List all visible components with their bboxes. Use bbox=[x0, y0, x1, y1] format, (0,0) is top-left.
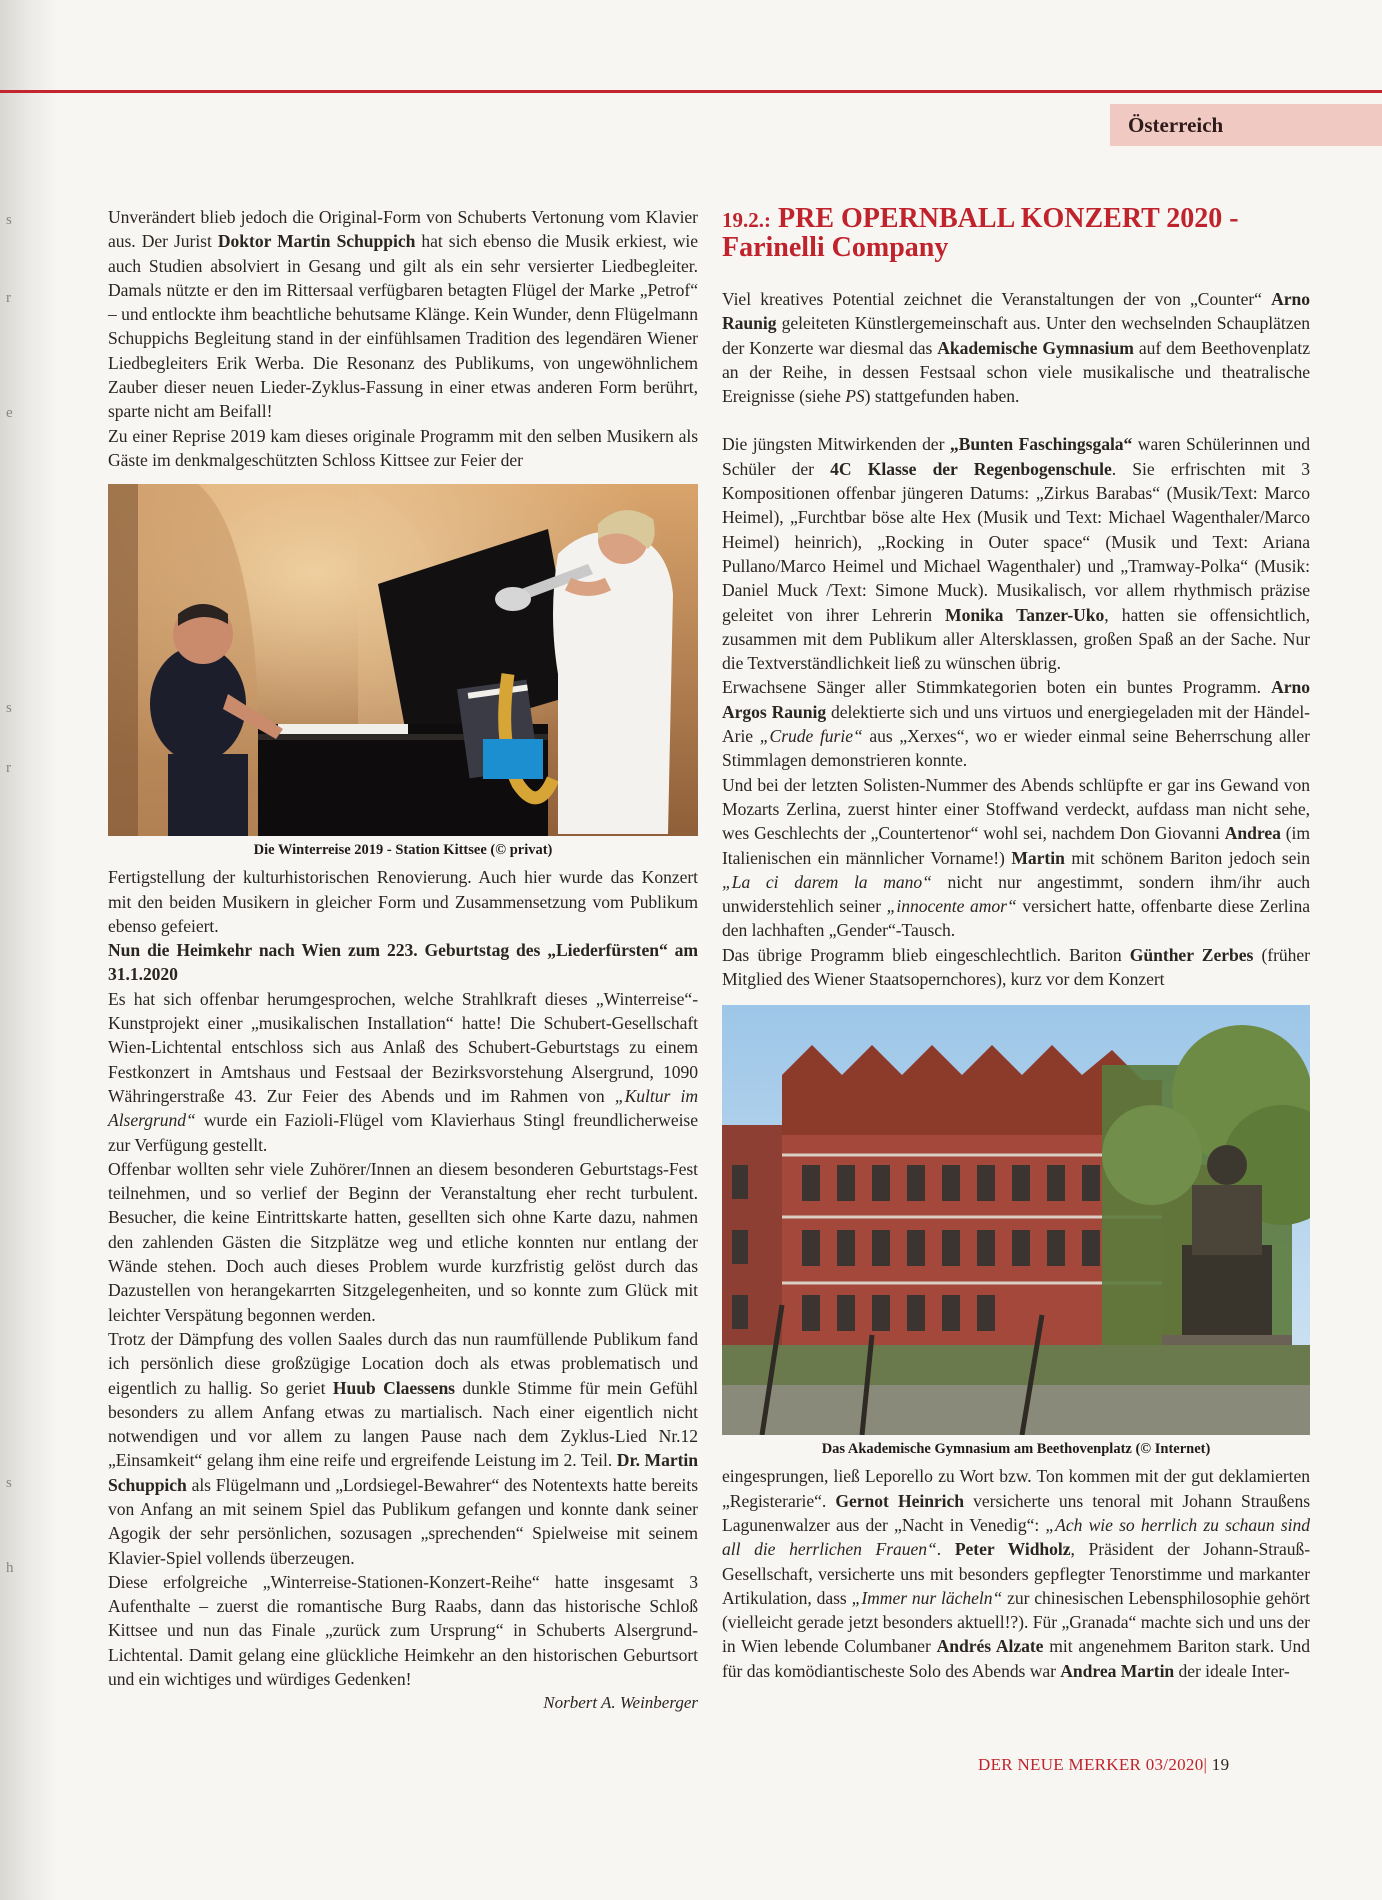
left-column bbox=[108, 205, 698, 1713]
text-italic: „La ci darem la mano“ bbox=[722, 871, 932, 892]
text: delektierte sich und uns virtuos und energiegeladen mit der Händel-Arie bbox=[722, 701, 1310, 747]
photo-caption: Das Akademische Gymnasium am Beethovenplatz (© Internet) bbox=[821, 1441, 1211, 1458]
text: Trotz der Dämpfung des vollen Saales durch das nun raumfüllende Publikum fand ich persönlich diese großzügige Location doch als etwas problematisch und eigentlich zu hallig. So geriet bbox=[108, 1328, 698, 1398]
text-italic: „innocente amor“ bbox=[886, 896, 1017, 917]
section-label: Österreich bbox=[1110, 104, 1382, 146]
text: als Flügelmann und „Lordsiegel-Bewahrer“ des Notentexts hatte bereits von Anfang an mit seinem Spiel das Publikum gefangen und konnte dank seiner Agogik der sehr persönlichen, sozusagen „sprechenden“ Spielweise mit seinem Klavier-Spiel vollends überzeugen. bbox=[108, 1474, 698, 1568]
paragraph bbox=[722, 943, 1310, 992]
paragraph: Zu einer Reprise 2019 kam dieses originale Programm mit den selben Musikern als Gäste im denkmalgeschützten Schloss Kittsee zur Feier der bbox=[108, 425, 698, 470]
name-bold: Doktor Martin Schuppich bbox=[217, 231, 416, 252]
text-italic: „Immer nur lächeln“ bbox=[851, 1587, 1003, 1608]
text: ) stattgefunden haben. bbox=[864, 386, 1020, 407]
name-bold: Huub Claessens bbox=[332, 1377, 455, 1398]
text: Und bei der letzten Solisten-Nummer des Abends schlüpfte er gar ins Gewand von Mozarts Zerlina, zuerst hinter einer Stoffwand verdeckt, aufdass man nicht sehe, wes Geschlechts der „Countertenor“ wohl sei, nachdem Don Giovanni bbox=[722, 774, 1310, 844]
text-italic: „Crude furie“ bbox=[759, 726, 863, 747]
text-italic: „Ach wie so herrlich zu schaun sind all die herrlichen Frauen“ bbox=[722, 1514, 1310, 1560]
name-bold: „Bunten Faschingsgala“ bbox=[949, 434, 1133, 455]
text: mit schönem Bariton jedoch sein bbox=[1064, 847, 1310, 868]
paragraph bbox=[722, 432, 1310, 675]
concert-photo-image bbox=[108, 484, 698, 836]
gutter-glyph: r bbox=[6, 760, 11, 776]
paragraph bbox=[108, 987, 698, 1157]
text: . bbox=[936, 1539, 955, 1560]
paragraph bbox=[722, 287, 1310, 408]
text: versichert hatte, offenbarte diese Zerlina den lachhaften „Gender“-Tausch. bbox=[722, 896, 1310, 941]
paragraph: Offenbar wollten sehr viele Zuhörer/Innen an diesem besonderen Geburtstags-Fest teilnehmen, und so verlief der Beginn der Veranstaltung eher recht turbulent. Besucher, die keine Eintrittskarte hatten, gesellten sich ohne Karte dazu, nahmen den zahlenden Gästen die Sitzplätze weg und etliche konnten nur entlang der Wände stehen. Doch auch dieses Problem wurde kurzfristig gelöst durch das Dazustellen von herangekarrten Sitzgelegenheiten, und so konnte zum Glück mit leichter Verspätung begonnen werden. bbox=[108, 1158, 698, 1325]
headline-title: PRE OPERNBALL KONZERT 2020 - Farinelli Company bbox=[722, 203, 1239, 263]
text: dunkle Stimme für mein Gefühl besonders zu allem Anfang etwas zu martialisch. Nach einer eigentlich nicht notwendigen und vor allem zu langen Pause nach dem Zyklus-Lied Nr.12 „Einsamkeit“ gelang ihm eine reife und ergreifende Leistung im 2. Teil. bbox=[108, 1377, 699, 1471]
text: aus „Xerxes“, wo er wieder einmal seine Beherrschung aller Stimmlagen demonstrieren konnte. bbox=[722, 726, 1310, 771]
text: . Sie erfrischten mit 3 Kompositionen offenbar jüngeren Datums: „Zirkus Barabas“ (Musik/Text: Marco Heimel), „Furchtbar böse alte Hex (Musik und Text: Michael Wagenthaler/Marco Heimel) heinrich), „Rocking in Outer space“ (Musik und Text: Ariana Pullano/Marco Heimel und Michael Wagenthaler) und „Tramway-Polka“ (Musik: Daniel Muck /Text: Simone Muck). Musikalisch, vor allem rhythmisch präzise geleitet von ihrer Lehrerin bbox=[722, 458, 1310, 625]
page-number: 19 bbox=[1207, 1755, 1230, 1774]
text: Unverändert blieb jedoch die Original-Form von Schuberts Vertonung vom Klavier aus. Der Jurist bbox=[108, 207, 698, 252]
name-bold: Dr. Martin Schuppich bbox=[108, 1450, 698, 1495]
text: (im Italienischen ein männlicher Vorname!) bbox=[722, 823, 1310, 868]
text: geleiteten Künstlergemeinschaft aus. Unter den wechselnden Schauplätzen der Konzerte war diesmal das bbox=[722, 313, 1310, 358]
text: (früher Mitglied des Wiener Staatsopernchores), kurz vor dem Konzert bbox=[722, 944, 1310, 990]
gutter-glyph: r bbox=[6, 290, 11, 306]
text: , Präsident der Johann-Strauß-Gesellschaft, versicherte uns mit besonders gepflegter Tenorstimme und markanter Artikulation, dass bbox=[722, 1539, 1311, 1608]
article-headline bbox=[722, 205, 1310, 261]
text: wurde ein Fazioli-Flügel vom Klavierhaus Stingl freundlicherweise zur Verfügung gestellt. bbox=[108, 1110, 698, 1155]
text: waren Schülerinnen und Schüler der bbox=[722, 434, 1310, 479]
gutter-glyph: s bbox=[6, 212, 12, 228]
text-italic: „Kultur im Alsergrund“ bbox=[108, 1085, 699, 1131]
gutter-glyph: s bbox=[6, 700, 12, 716]
name-bold: Monika Tanzer-Uko bbox=[945, 604, 1105, 625]
name-bold: Andrea bbox=[1224, 823, 1281, 844]
paragraph: Fertigstellung der kulturhistorischen Renovierung. Auch hier wurde das Konzert mit den beiden Musikern in gleicher Form und Zusammensetzung vom Publikum ebenso gefeiert. bbox=[108, 867, 698, 936]
text-italic: PS bbox=[845, 386, 865, 407]
text: versicherte uns tenoral mit Johann Straußens Lagunenwalzer aus der „Nacht in Venedig“: bbox=[722, 1490, 1310, 1535]
paragraph bbox=[722, 773, 1310, 943]
magazine-issue: DER NEUE MERKER 03/2020| bbox=[978, 1755, 1208, 1774]
text: eingesprungen, ließ Leporello zu Wort bzw. Ton kommen mit der gut deklamierten „Registerarie“. bbox=[722, 1466, 1310, 1511]
text: hat sich ebenso die Musik erkiest, wie auch Studien absolviert in Gesang und gilt als ein sehr versierter Liedbegleiter. Damals nützte er den im Rittersaal verfügbaren betagten Flügel der Marke „Petrof“ – und entlockte ihm beachtliche behutsame Klänge. Kein Wunder, denn Flügelmann Schuppichs Begleitung stand in der einfühlsamen Tradition des legendären Wiener Liedbegleiters Erik Werba. Die Resonanz des Publikums, von ungewöhnlichem Zauber dieser neuen Lieder-Zyklus-Fassung in einer etwas anderen Form berührt, sparte nicht am Beifall! bbox=[108, 231, 698, 422]
name-bold: Martin bbox=[1011, 847, 1065, 868]
text: , hatten sie offensichtlich, zusammen mit dem Publikum aller Altersklassen, großen Spaß an der Sache. Nur die Textverständlichkeit ließ zu wünschen übrig. bbox=[722, 604, 1310, 674]
gutter-glyph: s bbox=[6, 1475, 12, 1491]
name-bold: Arno Argos Raunig bbox=[722, 677, 1310, 722]
concert-photo bbox=[108, 484, 698, 836]
text: der ideale Inter- bbox=[1174, 1660, 1290, 1681]
text: Die jüngsten Mitwirkenden der bbox=[722, 434, 950, 455]
school-photo bbox=[722, 1005, 1310, 1435]
paragraph: Diese erfolgreiche „Winterreise-Stationen-Konzert-Reihe“ hatte insgesamt 3 Aufenthalte – zuerst die romantische Burg Raabs, dann das historische Schloß Kittsee und nun das Finale „zurück zum Ursprung“ in Schuberts Alsergrund-Lichtental. Damit gelang eine glückliche Heimkehr an den historischen Geburtsort und ein wichtiges und würdiges Gedenken! bbox=[108, 1571, 698, 1690]
paragraph bbox=[108, 205, 698, 424]
name-bold: Gernot Heinrich bbox=[835, 1490, 965, 1511]
paragraph bbox=[108, 1327, 698, 1570]
text: zur chinesischen Lebensphilosophie gehört (vielleicht gerade jetzt besonders aktuell!?). Für „Granada“ machte sich und uns der in Wien lebende Columbaner bbox=[722, 1587, 1310, 1657]
text: Das übrige Programm blieb eingeschlechtlich. Bariton bbox=[722, 944, 1130, 965]
text: Viel kreatives Potential zeichnet die Veranstaltungen der von „Counter“ bbox=[722, 289, 1272, 309]
name-bold: Andrea Martin bbox=[1060, 1660, 1175, 1681]
name-bold: Günther Zerbes bbox=[1129, 944, 1254, 965]
headline-date: 19.2.: bbox=[722, 208, 771, 232]
paragraph bbox=[722, 1464, 1310, 1683]
paragraph bbox=[722, 675, 1310, 772]
subheading: Nun die Heimkehr nach Wien zum 223. Geburtstag des „Liederfürsten“ am 31.1.2020 bbox=[108, 940, 698, 985]
author-signature: Norbert A. Weinberger bbox=[543, 1693, 698, 1713]
header-rule bbox=[0, 90, 1382, 93]
page-gutter bbox=[0, 0, 58, 1900]
text: Erwachsene Sänger aller Stimmkategorien boten ein buntes Programm. bbox=[722, 677, 1272, 698]
name-bold: Andrés Alzate bbox=[936, 1636, 1044, 1657]
photo-caption: Die Winterreise 2019 - Station Kittsee (© privat) bbox=[253, 842, 553, 859]
name-bold: 4C Klasse der Regenbogenschule bbox=[830, 458, 1112, 479]
page-footer bbox=[978, 1755, 1229, 1775]
name-bold: Peter Widholz bbox=[954, 1539, 1071, 1560]
text: Es hat sich offenbar herumgesprochen, welche Strahlkraft dieses „Winterreise“-Kunstprojekt einer „musikalischen Installation“ hatte! Die Schubert-Gesellschaft Wien-Lichtental entschloss sich aus Anlaß des Schubert-Geburtstags zu einem Festkonzert in Amtshaus und Festsaal der Bezirksvorstehung Alsergrund, 1090 Währingerstraße 43. Zur Feier des Abends und im Rahmen von bbox=[108, 988, 698, 1106]
right-column bbox=[722, 205, 1310, 1683]
text: auf dem Beethovenplatz an der Reihe, in dessen Festsaal schon viele musikalische und theatralische Ereignisse (siehe bbox=[722, 337, 1311, 407]
text: nicht nur angestimmt, sondern ihm/ihr auch unwiderstehlich seiner bbox=[722, 871, 1310, 917]
gutter-glyph: e bbox=[6, 405, 13, 421]
name-bold: Arno Raunig bbox=[722, 289, 1310, 334]
text: mit angenehmem Bariton stark. Und für das komödiantischeste Solo des Abends war bbox=[722, 1636, 1311, 1681]
gutter-glyph: h bbox=[6, 1560, 14, 1576]
name-bold: Akademische Gymnasium bbox=[937, 337, 1134, 358]
school-photo-image bbox=[722, 1005, 1310, 1435]
